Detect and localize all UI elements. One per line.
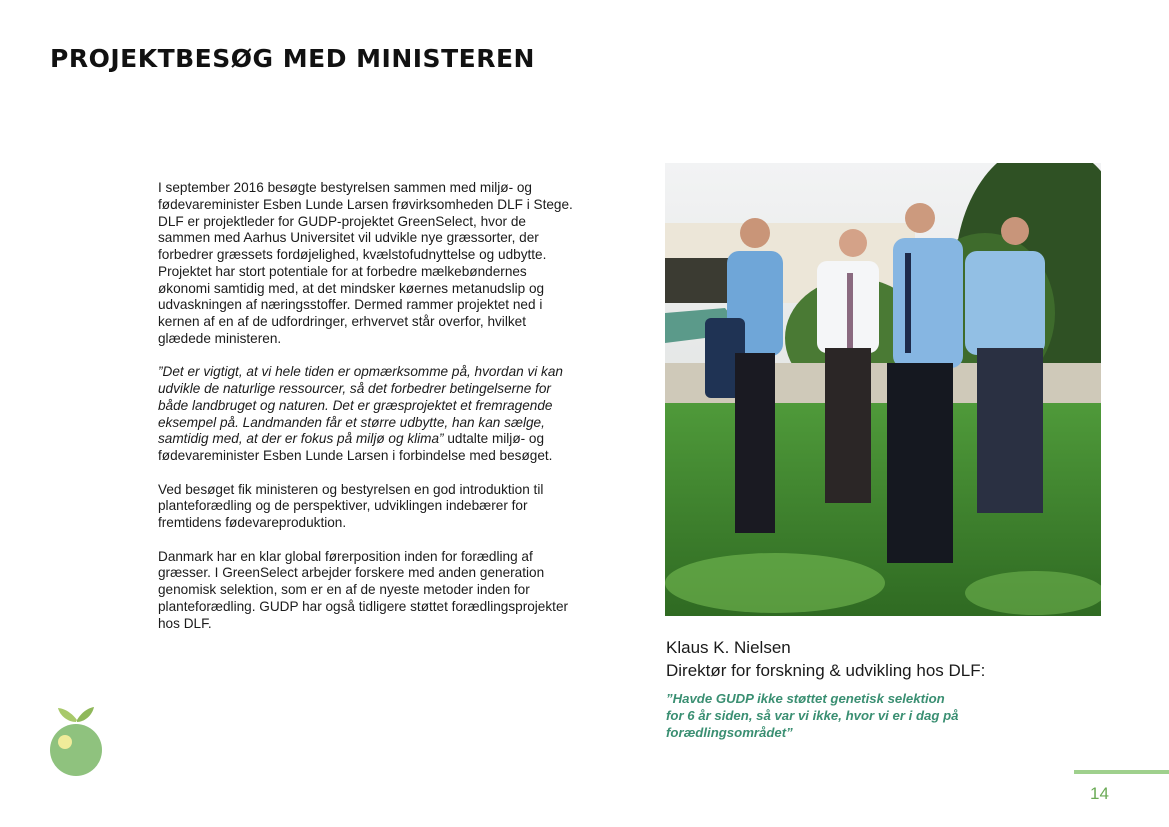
body-text: [158, 180, 576, 649]
person-right: [965, 217, 1045, 513]
apple-logo-icon: [44, 702, 108, 782]
person-center-left: [817, 229, 879, 503]
paragraph-3: Ved besøget fik ministeren og bestyrelsen en god introduktion til planteforædling og de perspektiver, udviklingen indebærer for fremtidens fødevareproduktion.: [158, 481, 544, 530]
caption-name: Klaus K. Nielsen: [666, 638, 791, 657]
paragraph-1: I september 2016 besøgte bestyrelsen sammen med miljø- og fødevareminister Esben Lunde Larsen frøvirksomheden DLF i Stege. DLF er projektleder for GUDP-projektet GreenSelect, hvor de sammen med Aarhus Universitet vil udvikle nye græssorter, der forbedrer græssets fordøjelighed, kvælstofudnyttelse og udbytte. Projektet har stort potentiale for at forbedre mælkebøndernes økonomi samtidig med, at det mindsker køernes metanudslip og udvaskningen af næringsstoffer. Dermed rammer projektet ned i kernen af en af de udfordringer, erhvervet står overfor, hvilket glædede ministeren.: [158, 180, 573, 346]
photo-illustration: [665, 163, 1101, 616]
person-center-right: [887, 203, 963, 563]
minister-quote: ”Det er vigtigt, at vi hele tiden er opmærksomme på, hvordan vi kan udvikle de naturlige ressourcer, så det forbedrer betingelserne for både landbruget og naturen. Det er græsprojektet et fremragende eksempel på. Landmanden får et større udbytte, han kan sælge, samtidig med, at der er fokus på miljø og klima”: [158, 364, 563, 447]
paragraph-4: Danmark har en klar global førerposition inden for forædling af græsser. I GreenSelect arbejder forskere med anden generation genomisk selektion, som er en af de nyeste metoder inden for planteforædling. GUDP har også tidligere støttet forædlingsprojekter hos DLF.: [158, 548, 569, 631]
quote-attribution: udtalte miljø- og fødevareminister Esben Lunde Larsen i forbindelse med besøget.: [158, 431, 553, 463]
footer-rule: [1074, 770, 1169, 774]
caption-quote-line: for 6 år siden, så var vi ikke, hvor vi er i dag på: [666, 708, 959, 723]
caption-quote-line: ”Havde GUDP ikke støttet genetisk selektion: [666, 691, 945, 706]
caption-quote-line: forædlingsområdet”: [666, 725, 793, 740]
caption-role: Direktør for forskning & udvikling hos DLF:: [666, 661, 986, 680]
paragraph-2: [158, 364, 576, 465]
group-photo: [665, 163, 1101, 616]
page-title: PROJEKTBESØG MED MINISTEREN: [50, 44, 535, 73]
page-number: 14: [1090, 784, 1109, 803]
caption-quote: [666, 690, 1066, 741]
